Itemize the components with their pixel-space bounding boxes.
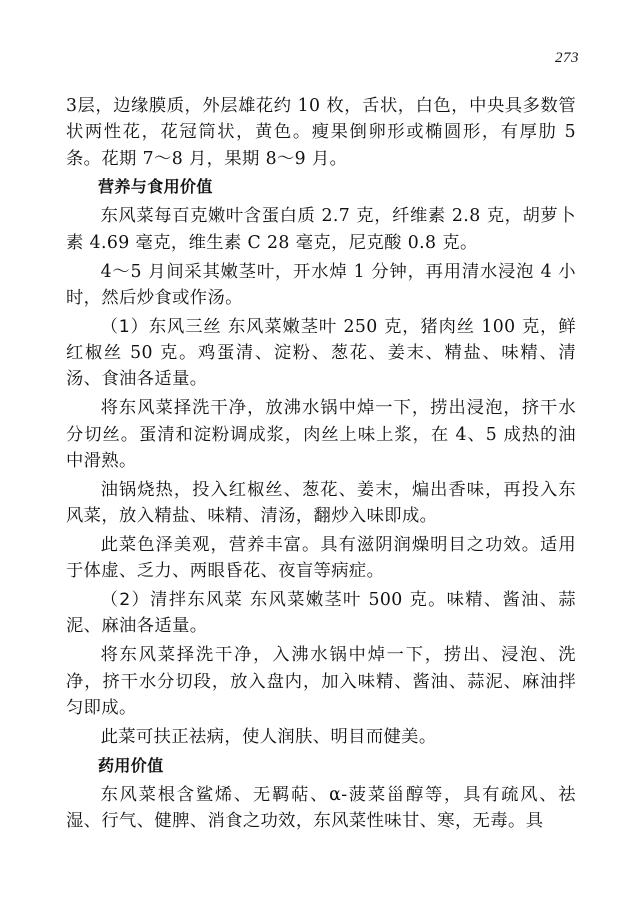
section-heading-nutrition: 营养与食用价值 [98, 177, 213, 197]
section-heading-medicinal: 药用价值 [98, 755, 164, 775]
recipe-1 [66, 314, 576, 393]
recipe-2-ingredients: 东风菜嫩茎叶 500 克。味精、酱油、蒜泥、麻油各适量。 [66, 590, 576, 637]
paragraph-recipe-1-step-2: 油锅烧热，投入红椒丝、葱花、姜末，煸出香味，再投入东风菜，放入精盐、味精、清汤，翻炒入味即成。 [66, 479, 576, 527]
page-number: 273 [555, 50, 579, 66]
paragraph-nutrients: 东风菜每百克嫩叶含蛋白质 2.7 克，纤维素 2.8 克，胡萝卜素 4.69 毫克，维生素 C 28 毫克，尼克酸 0.8 克。 [66, 206, 576, 253]
paragraph-continued: 3层，边缘膜质，外层雄花约 10 枚，舌状，白色，中央具多数管状两性花，花冠筒状，黄色。瘦果倒卵形或椭圆形，有厚肋 5 条。花期 7～8 月，果期 8～9 月。 [66, 96, 576, 169]
recipe-2 [66, 587, 576, 640]
recipe-2-title: （2）清拌东风菜 [100, 590, 244, 611]
paragraph-harvest: 4～5 月间采其嫩茎叶，开水焯 1 分钟，再用清水浸泡 4 小时，然后炒食或作汤。 [66, 261, 576, 308]
paragraph-recipe-1-benefit: 此菜色泽美观，营养丰富。具有滋阴润燥明目之功效。适用于体虚、乏力、两眼昏花、夜盲等病症。 [66, 534, 576, 582]
paragraph-medicinal: 东风菜根含鲨烯、无羁萜、α-菠菜甾醇等，具有疏风、祛湿、行气、健脾、消食之功效，东风菜性味甘、寒，无毒。具 [66, 784, 576, 831]
paragraph-recipe-2-benefit: 此菜可扶正祛病，使人润肤、明目而健美。 [100, 726, 437, 747]
paragraph-recipe-2-step: 将东风菜择洗干净，入沸水锅中焯一下，捞出、浸泡、洗净，挤干水分切段，放入盘内，加入味精、酱油、蒜泥、麻油拌匀即成。 [66, 645, 576, 718]
paragraph-recipe-1-step-1: 将东风菜择洗干净，放沸水锅中焯一下，捞出浸泡，挤干水分切丝。蛋清和淀粉调成浆，肉丝上味上浆，在 4、5 成热的油中滑熟。 [66, 398, 576, 471]
recipe-1-title: （1）东风三丝 [100, 316, 222, 337]
recipe-1-ingredients: 东风菜嫩茎叶 250 克，猪肉丝 100 克，鲜红椒丝 50 克。鸡蛋清、淀粉、葱花、姜末、精盐、味精、清汤、食油各适量。 [66, 316, 577, 390]
body-text [66, 93, 576, 837]
